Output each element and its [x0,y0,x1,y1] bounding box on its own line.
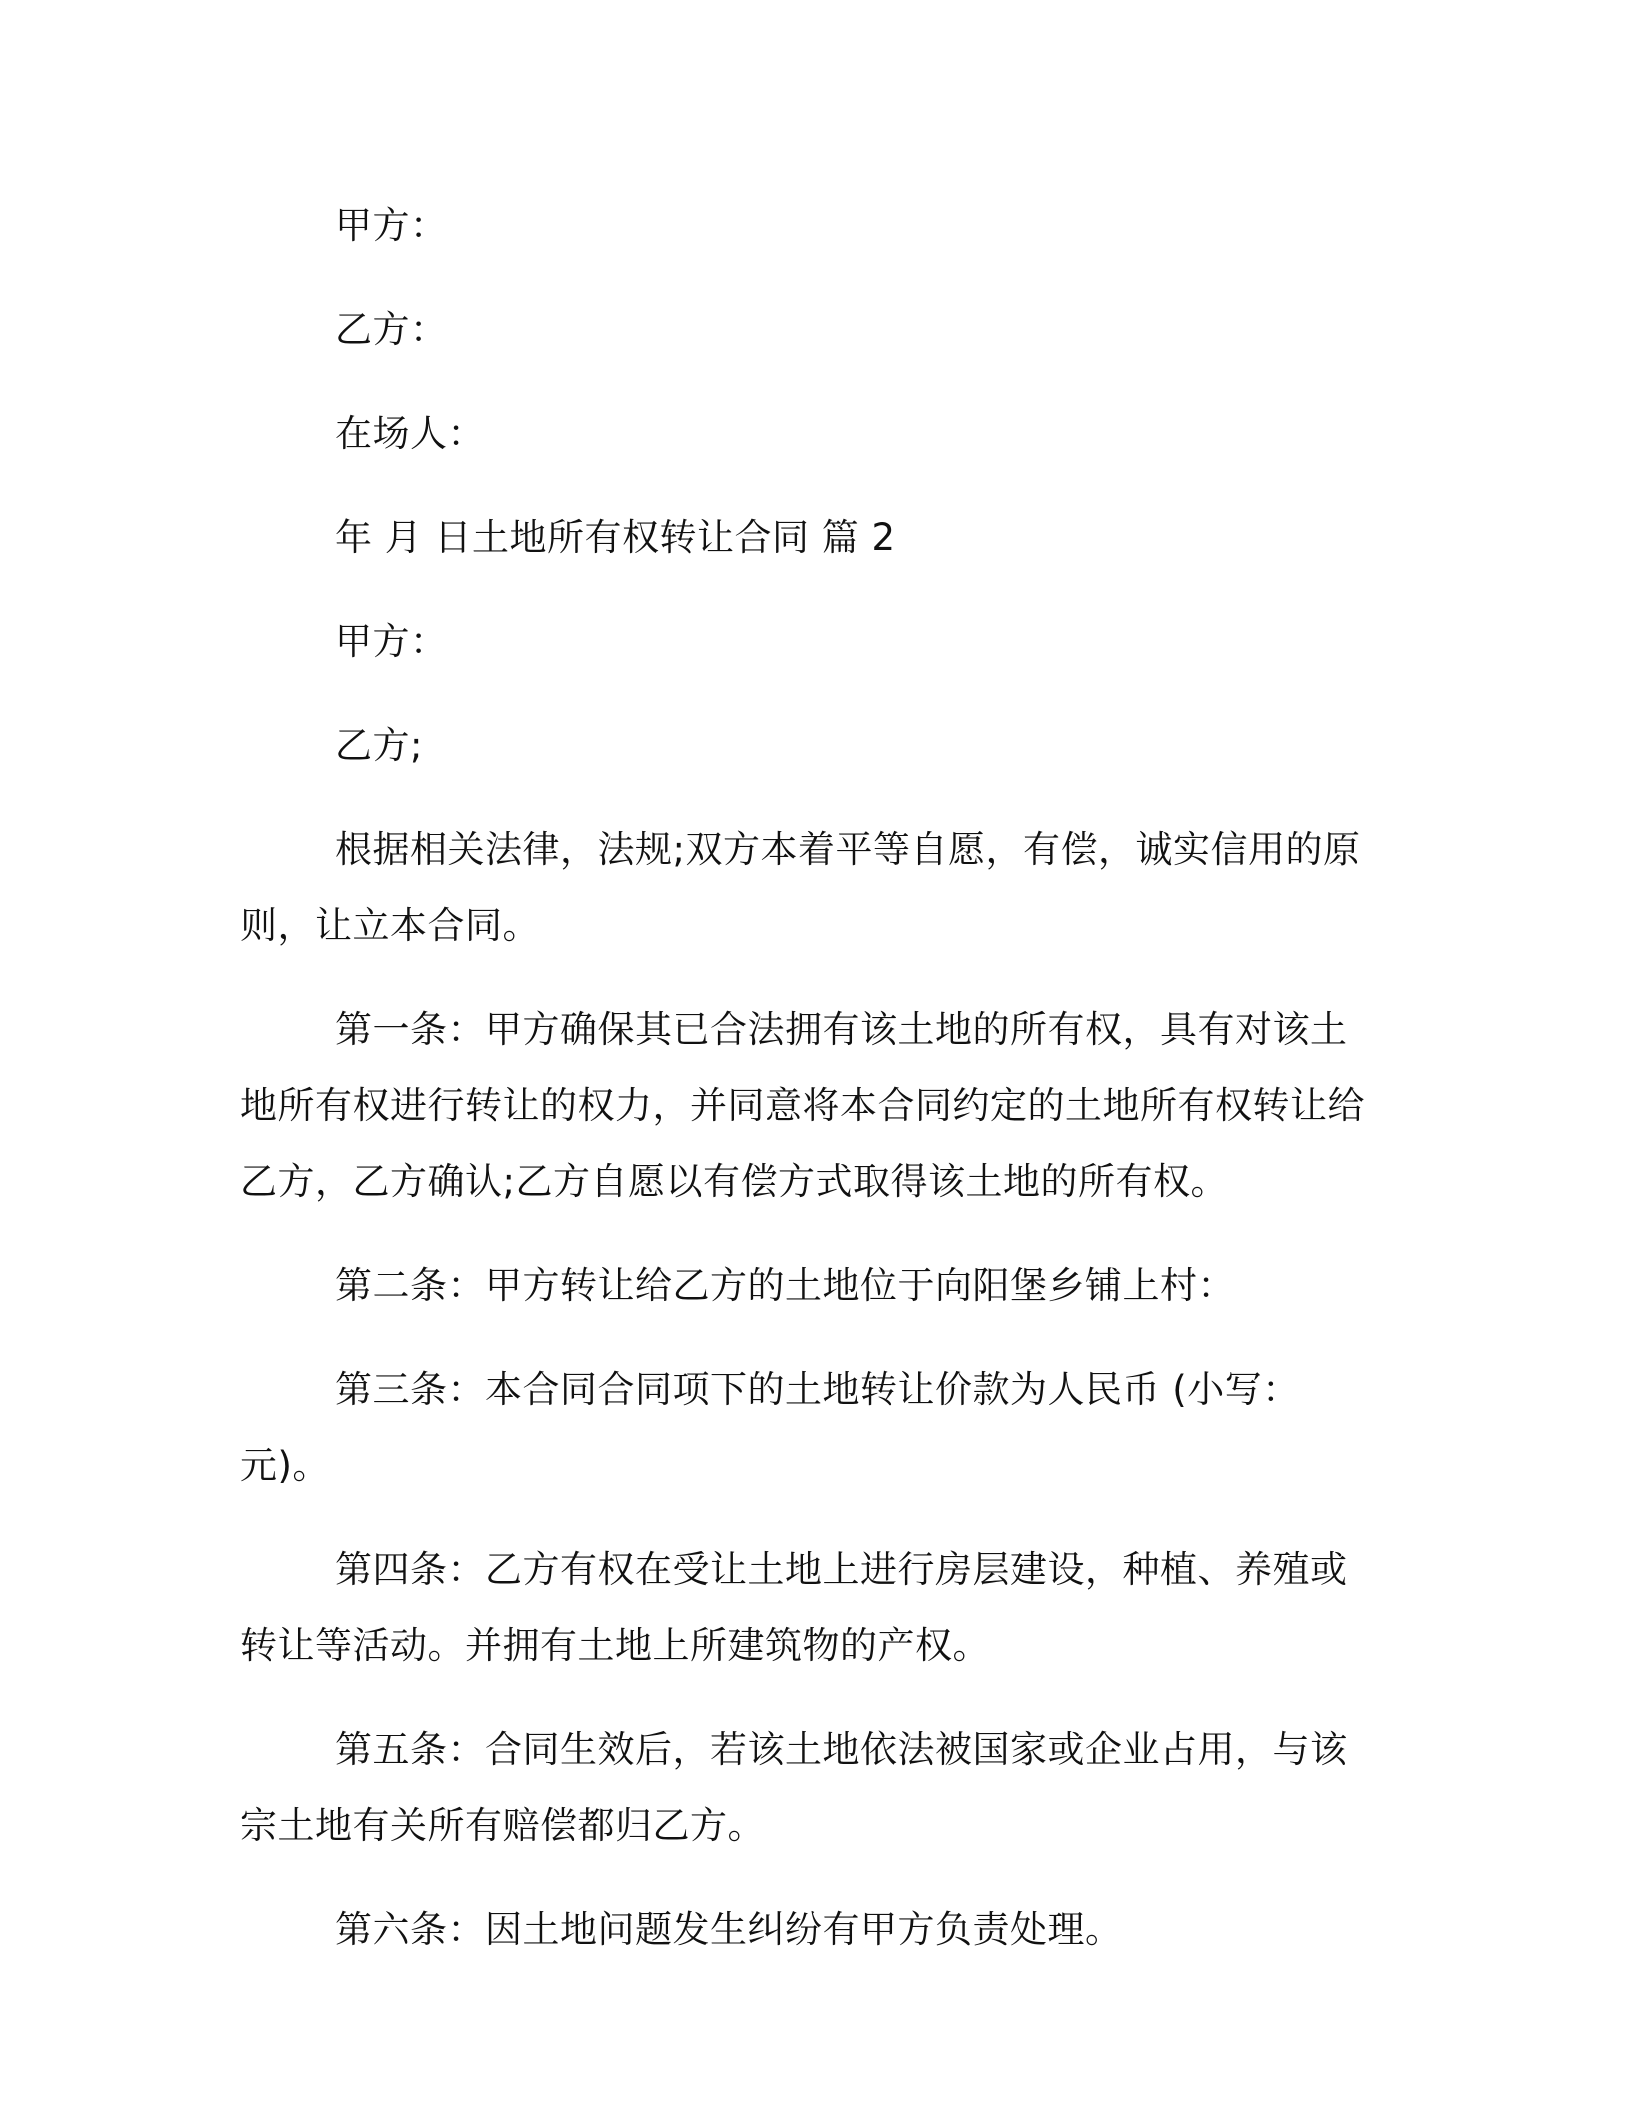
party-b-label-2: 乙方; [335,724,423,767]
article-6: 第六条：因土地问题发生纠纷有甲方负责处理。 [335,1908,1123,1951]
article-2: 第二条：甲方转让给乙方的土地位于向阳堡乡铺上村： [335,1264,1235,1307]
article-5: 第五条：合同生效后，若该土地依法被国家或企业占用，与该宗土地有关所有赔偿都归乙方。 [240,1728,1348,1847]
witness-label: 在场人： [335,412,485,455]
document-body [240,188,1372,1996]
party-b-label: 乙方： [335,308,448,351]
contract-heading: 年 月 日土地所有权转让合同 篇 2 [335,516,896,559]
article-4: 第四条：乙方有权在受让土地上进行房层建设，种植、养殖或转让等活动。并拥有土地上所建筑物的产权。 [240,1548,1348,1667]
party-a-label-2: 甲方： [335,620,448,663]
party-a-label: 甲方： [335,204,448,247]
preamble-paragraph: 根据相关法律，法规;双方本着平等自愿，有偿，诚实信用的原则，让立本合同。 [240,828,1361,947]
article-1: 第一条：甲方确保其已合法拥有该土地的所有权，具有对该土地所有权进行转让的权力，并同意将本合同约定的土地所有权转让给乙方，乙方确认;乙方自愿以有偿方式取得该土地的所有权。 [240,1008,1365,1203]
article-3: 第三条：本合同合同项下的土地转让价款为人民币 (小写： 元)。 [240,1368,1300,1487]
